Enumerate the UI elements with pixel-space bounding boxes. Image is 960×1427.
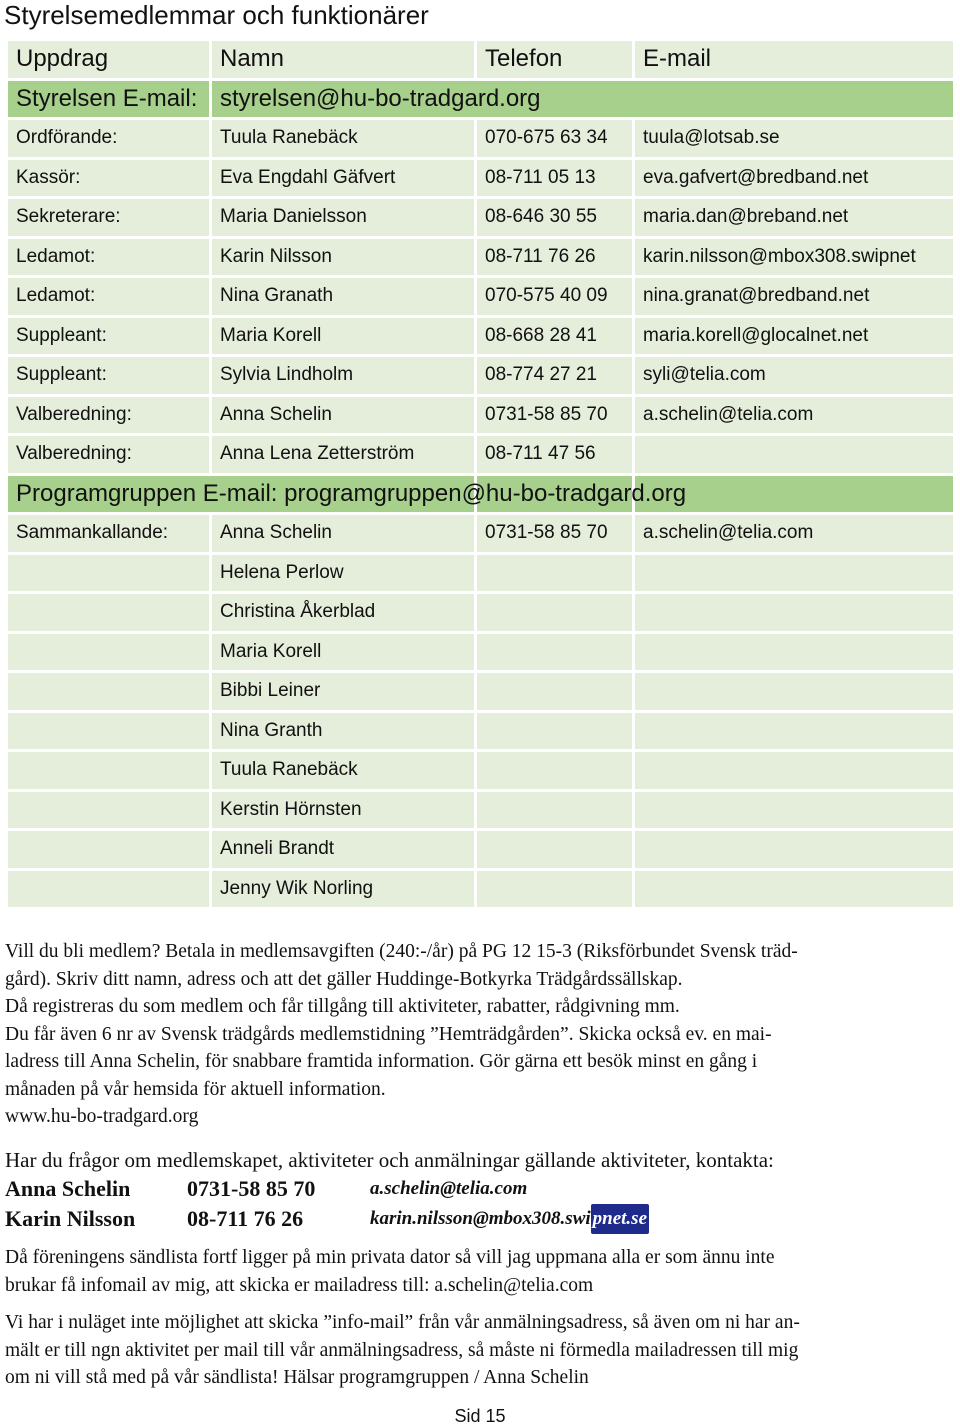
closing-paragraph [5,1309,935,1392]
name-cell: Anna Schelin [212,515,474,552]
mailing-list-paragraph [5,1244,935,1299]
phone-cell [477,831,632,868]
email-cell: eva.gafvert@bredband.net [635,160,953,197]
name-cell: Nina Granath [212,278,474,315]
email-cell: nina.granat@bredband.net [635,278,953,315]
email-cell: syli@telia.com [635,357,953,394]
contact-name: Karin Nilsson [5,1206,136,1231]
closing-line: Vi har i nuläget inte möjlighet att skicka ”info-mail” från vår anmälningsadress, så även om ni har an- [5,1312,800,1333]
name-cell: Bibbi Leiner [212,673,474,710]
email-cell [635,555,953,592]
board-row [8,397,953,434]
program-row [8,673,953,710]
membership-line: Vill du bli medlem? Betala in medlemsavgiften (240:-/år) på PG 12 15-3 (Riksförbundet Svensk träd- [5,941,798,962]
program-row [8,871,953,908]
header-cell: Uppdrag [8,41,209,78]
board-email-row [8,81,953,118]
role-cell: Suppleant: [8,318,209,355]
closing-line: mält er till ngn aktivitet per mail till vår anmälningsadress, så måste ni förmedla mailadressen till mig [5,1339,799,1361]
role-cell: Valberedning: [8,436,209,473]
membership-line: Då registreras du som medlem och får tillgång till aktiviteter, rabatter, rådgivning mm. [5,996,680,1017]
phone-cell: 070-575 40 09 [477,278,632,315]
board-row [8,278,953,315]
role-cell: Ledamot: [8,239,209,276]
role-cell: Valberedning: [8,397,209,434]
membership-line: månaden på vår hemsida för aktuell information. [5,1078,386,1100]
phone-cell [477,634,632,671]
closing-line: om ni vill stå med på vår sändlista! Hälsar programgruppen / Anna Schelin [5,1367,589,1388]
phone-cell [477,792,632,829]
phone-cell: 08-711 47 56 [477,436,632,473]
program-row [8,792,953,829]
phone-cell [477,871,632,908]
name-cell: Anna Lena Zetterström [212,436,474,473]
board-row [8,199,953,236]
name-cell: Tuula Ranebäck [212,120,474,157]
role-cell [8,752,209,789]
name-cell: Karin Nilsson [212,239,474,276]
role-cell: Kassör: [8,160,209,197]
role-cell: Sekreterare: [8,199,209,236]
role-cell: Ledamot: [8,278,209,315]
contact-phone: 08-711 76 26 [187,1206,304,1231]
email-highlight: pnet.se [591,1204,649,1234]
contact-list [5,1174,935,1234]
website-link[interactable]: www.hu-bo-tradgard.org [5,1106,199,1127]
email-cell: a.schelin@telia.com [635,515,953,552]
contact-phone: 0731-58 85 70 [187,1176,316,1201]
name-cell: Anna Schelin [212,397,474,434]
name-cell: Kerstin Hörnsten [212,792,474,829]
role-cell [8,673,209,710]
email-cell: a.schelin@telia.com [635,397,953,434]
mailing-line: Då föreningens sändlista fortf ligger på min privata dator så vill jag uppmana alla er som ännu inte [5,1247,775,1268]
program-row [8,515,953,552]
program-row [8,555,953,592]
phone-cell: 08-668 28 41 [477,318,632,355]
name-cell: Nina Granth [212,713,474,750]
phone-cell: 08-646 30 55 [477,199,632,236]
role-cell [8,713,209,750]
role-cell [8,792,209,829]
board-row [8,120,953,157]
name-cell: Christina Åkerblad [212,594,474,631]
contact-person [5,1204,935,1234]
email-cell [635,436,953,473]
contact-email[interactable]: karin.nilsson@mbox308.swi pnet.se [370,1204,649,1234]
email-cell [635,634,953,671]
name-cell: Maria Danielsson [212,199,474,236]
role-cell: Ordförande: [8,120,209,157]
contact-person [5,1174,935,1204]
name-cell: Tuula Ranebäck [212,752,474,789]
role-cell [8,634,209,671]
board-email-label: Styrelsen E-mail: [8,81,209,118]
program-row [8,713,953,750]
phone-cell: 08-711 05 13 [477,160,632,197]
board-row [8,357,953,394]
email-cell [635,713,953,750]
role-cell [8,594,209,631]
page-number: Sid 15 [454,1406,506,1426]
email-cell: karin.nilsson@mbox308.swipnet [635,239,953,276]
page-title: Styrelsemedlemmar och funktionärer [4,0,429,30]
email-cell: maria.dan@breband.net [635,199,953,236]
contact-name: Anna Schelin [5,1176,131,1201]
phone-cell [477,555,632,592]
role-cell: Sammankallande: [8,515,209,552]
email-cell: tuula@lotsab.se [635,120,953,157]
role-cell [8,871,209,908]
phone-cell: 08-711 76 26 [477,239,632,276]
email-cell [635,752,953,789]
email-cell: maria.korell@glocalnet.net [635,318,953,355]
table-header-row [8,41,953,78]
contacts-table [5,38,956,910]
contact-email[interactable]: a.schelin@telia.com [370,1178,528,1199]
board-email: styrelsen@hu-bo-tradgard.org [212,81,953,118]
program-row [8,634,953,671]
phone-cell [477,752,632,789]
email-cell [635,594,953,631]
name-cell: Anneli Brandt [212,831,474,868]
phone-cell [477,713,632,750]
header-cell: E-mail [635,41,953,78]
email-cell [635,673,953,710]
program-row [8,831,953,868]
program-row [8,752,953,789]
board-row [8,436,953,473]
program-email-row [8,476,953,513]
notes-section [5,938,935,1392]
board-row [8,239,953,276]
name-cell: Jenny Wik Norling [212,871,474,908]
name-cell: Sylvia Lindholm [212,357,474,394]
phone-cell: 0731-58 85 70 [477,515,632,552]
role-cell: Suppleant: [8,357,209,394]
mailing-line: brukar få infomail av mig, att skicka er mailadress till: a.schelin@telia.com [5,1274,594,1296]
email-cell [635,831,953,868]
email-cell [635,871,953,908]
membership-paragraph [5,938,935,1103]
role-cell [8,831,209,868]
program-email-label: Programgruppen E-mail: programgruppen@hu-bo-tradgard.org [8,476,474,513]
phone-cell [477,673,632,710]
membership-line: gård). Skriv ditt namn, adress och att det gäller Huddinge-Botkyrka Trädgårdssällskap. [5,968,683,990]
contact-question: Har du frågor om medlemskapet, aktiviteter och anmälningar gällande aktiviteter, kontakta: [5,1147,774,1172]
phone-cell: 0731-58 85 70 [477,397,632,434]
board-row [8,160,953,197]
name-cell: Maria Korell [212,634,474,671]
phone-cell [477,594,632,631]
membership-line: Du får även 6 nr av Svensk trädgårds medlemstidning ”Hemträdgården”. Skicka också ev. en mai- [5,1023,772,1045]
board-row [8,318,953,355]
phone-cell: 070-675 63 34 [477,120,632,157]
program-row [8,594,953,631]
name-cell: Helena Perlow [212,555,474,592]
role-cell [8,555,209,592]
name-cell: Eva Engdahl Gäfvert [212,160,474,197]
header-cell: Telefon [477,41,632,78]
membership-line: ladress till Anna Schelin, för snabbare framtida information. Gör gärna ett besök minst en gång i [5,1051,758,1072]
email-cell [635,792,953,829]
header-cell: Namn [212,41,474,78]
name-cell: Maria Korell [212,318,474,355]
phone-cell: 08-774 27 21 [477,357,632,394]
